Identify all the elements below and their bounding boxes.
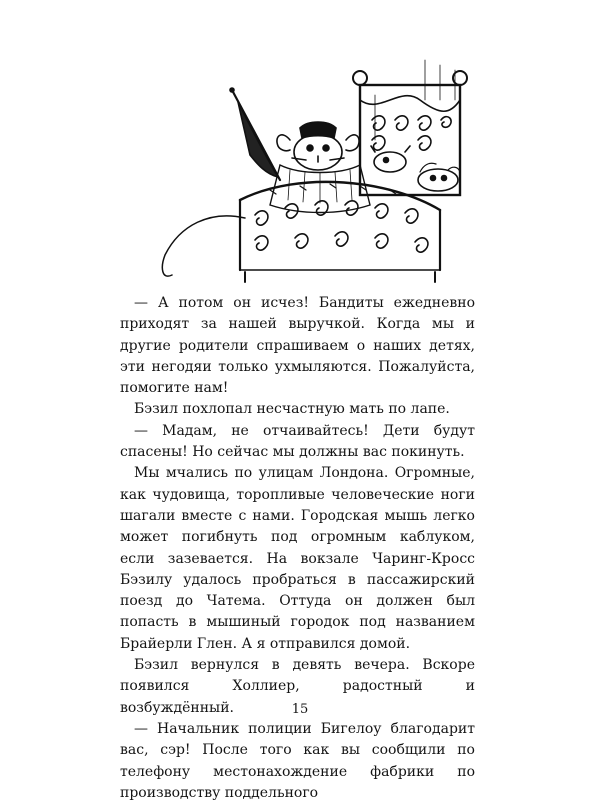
paragraph: Мы мчались по улицам Лондона. Огромные, как чудовища, торопливые человеческие ноги шагали вместе с нами. Городская мышь легко может погибнуть под огромным каблуком, если зазевается. На вокзале Чаринг-Кросс Бэзилу удалось пробраться в пассажирский поезд до Чатема. Оттуда он должен был попасть в мышиный городок под названием Брайерли Глен. А я отправился домой. <box>120 465 475 652</box>
paragraph: Бэзил похлопал несчастную мать по лапе. <box>134 401 450 418</box>
paragraph: — Мадам, не отчаивайтесь! Дети будут спасены! Но сейчас мы должны вас покинуть. <box>120 422 475 461</box>
illustration-mice-in-bed <box>150 40 480 290</box>
body-text <box>120 293 475 804</box>
paragraph: Бэзил вернулся в девять вечера. Вскоре появился Холлиер, радостный и возбуждённый. <box>120 657 475 716</box>
paragraph: — Начальник полиции Бигелоу благодарит вас, сэр! После того как вы сообщили по телефону местонахождение фабрики по производству поддельного <box>120 720 475 801</box>
illustration-drawing <box>150 40 480 290</box>
page-number: 15 <box>291 702 309 717</box>
paragraph: — А потом он исчез! Бандиты ежедневно приходят за нашей выручкой. Когда мы и другие родители спрашиваем о наших детях, эти негодяи только ухмыляются. Пожалуйста, помогите нам! <box>120 295 475 397</box>
